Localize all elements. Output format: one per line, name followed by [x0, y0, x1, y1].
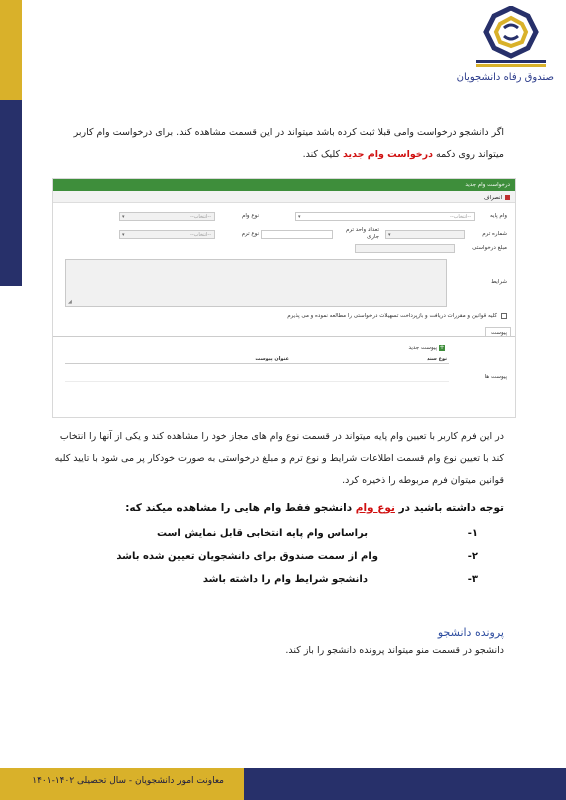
- new-attachment-button[interactable]: [409, 345, 446, 351]
- section-paragraph: دانشجو در قسمت منو میتواند پرونده دانشجو را باز کند.: [285, 645, 504, 656]
- note-text: توجه داشته باشید در: [394, 502, 504, 514]
- base-loan-placeholder: --انتخاب--: [450, 214, 471, 220]
- attachments-table-header: [65, 355, 449, 364]
- list-item-text: براساس وام پایه انتخابی قابل نمایش است: [156, 528, 368, 539]
- section-title: پرونده دانشجو: [437, 626, 504, 639]
- form-toolbar: [53, 191, 515, 203]
- conditions-label: شرایط: [491, 279, 507, 285]
- list-item: [78, 528, 478, 551]
- col-doc-type: نوع سند: [426, 356, 447, 362]
- side-stripe-gold: [0, 0, 22, 100]
- term-type-placeholder: --انتخاب--: [190, 232, 211, 238]
- plus-icon: +: [439, 344, 445, 351]
- list-item-number: ۱-: [467, 528, 478, 539]
- loan-type-note: [52, 502, 504, 514]
- intro-highlight: درخواست وام جدید: [343, 149, 433, 160]
- org-name: صندوق رفاه دانشجویان: [456, 72, 554, 83]
- agreement-text: کلیه قوانین و مقررات دریافت و بازپرداخت تسهیلات درخواستی را مطالعه نموده و می پذیرم: [287, 313, 497, 319]
- chevron-down-icon: ▾: [122, 232, 125, 238]
- intro-text-end: کلیک کند.: [302, 149, 344, 160]
- list-item: [78, 551, 478, 574]
- note-highlight: نوع وام: [355, 502, 395, 514]
- term-type-select[interactable]: [119, 230, 215, 239]
- chevron-down-icon: ▾: [388, 232, 391, 238]
- list-item-number: ۳-: [467, 574, 478, 585]
- cancel-icon: [505, 195, 510, 200]
- chevron-down-icon: ▾: [298, 214, 301, 220]
- tab-divider: [53, 336, 515, 337]
- attachments-label: پیوست ها: [484, 374, 507, 380]
- table-row: [65, 364, 449, 382]
- list-item-text: دانشجو شرایط وام را داشته باشد: [202, 574, 368, 585]
- cancel-button[interactable]: انصراف: [483, 194, 502, 201]
- footer-text: معاونت امور دانشجویان - سال تحصیلی ۱۴۰۲-۱۴۰۱: [32, 776, 224, 786]
- term-number-select[interactable]: [385, 230, 465, 239]
- current-units-label: تعداد واحد ترم جاری: [346, 227, 379, 240]
- attachments-table: [65, 355, 449, 382]
- conditions-textarea[interactable]: [65, 259, 447, 307]
- loan-request-form: [52, 178, 516, 418]
- tab-attachments[interactable]: پیوست: [485, 327, 511, 337]
- form-header: درخواست وام جدید: [53, 179, 515, 191]
- term-number-label: شماره ترم: [482, 231, 507, 237]
- chevron-down-icon: ▾: [122, 214, 125, 220]
- form-description-paragraph: در این فرم کاربر با تعیین وام پایه میتواند در قسمت نوع وام های مجاز خود را مشاهده کند و یکی از آنها را انتخاب کند با تعیین نوع وام قسمت اطلاعات شرایط و نوع ترم و مبلغ درخواستی به صورت خودکار پر می شود با تایید کلیه قوانین میتوان فرم مربوطه را ذخیره کرد.: [54, 431, 504, 486]
- col-attachment-title: عنوان پیوست: [255, 356, 289, 362]
- footer-navy-band: [244, 768, 566, 800]
- loan-type-placeholder: --انتخاب--: [190, 214, 211, 220]
- intro-paragraph: [56, 122, 504, 166]
- loan-type-label: نوع وام: [242, 213, 259, 219]
- term-type-label: نوع ترم: [241, 231, 259, 237]
- resize-handle-icon[interactable]: ◢: [68, 299, 72, 305]
- list-item-number: ۲-: [467, 551, 478, 562]
- base-loan-label: وام پایه: [489, 213, 507, 219]
- base-loan-select[interactable]: [295, 212, 475, 221]
- conditions-list: [78, 528, 478, 597]
- fund-logo-icon: [468, 6, 554, 68]
- requested-amount-label: مبلغ درخواستی: [472, 245, 507, 251]
- list-item: [78, 574, 478, 597]
- intro-text: اگر دانشجو درخواست وامی قبلا ثبت کرده باشد میتواند در این قسمت مشاهده کند. برای درخواست وام کاربر میتواند روی دکمه: [73, 127, 504, 160]
- list-item-text: وام از سمت صندوق برای دانشجویان تعیین شده باشد: [116, 551, 378, 562]
- note-text-end: دانشجو فقط وام هایی را مشاهده میکند که:: [125, 502, 356, 514]
- requested-amount-input[interactable]: [355, 244, 455, 253]
- agreement-checkbox[interactable]: [501, 313, 507, 319]
- side-stripe-navy: [0, 100, 22, 286]
- current-units-input[interactable]: [261, 230, 333, 239]
- new-attachment-label: پیوست جدید: [408, 345, 437, 351]
- loan-type-select[interactable]: [119, 212, 215, 221]
